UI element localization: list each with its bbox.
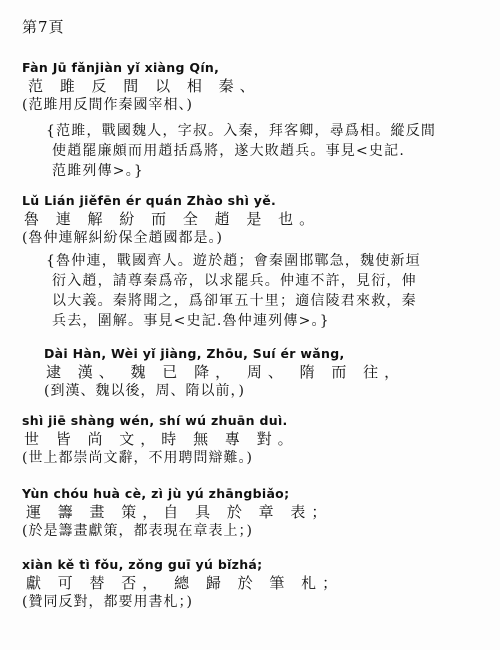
hanzi-line: 范 雎 反 間 以 相 秦、 bbox=[28, 77, 261, 95]
pinyin-line: Yùn chóu huà cè, zì jù yú zhāngbiǎo; bbox=[22, 486, 290, 501]
verse-fan-ju bbox=[22, 60, 261, 115]
hanzi-line: 魯 連 解 紛 而 全 趙 是 也。 bbox=[24, 210, 321, 228]
pinyin-line: Fàn Jū fǎnjiàn yǐ xiàng Qín, bbox=[22, 60, 220, 75]
annotation-line: 以大義。秦將聞之，爲卻軍五十里；適信陵君來救，秦 bbox=[52, 293, 417, 309]
annotation-line: 衍入趙，請尊秦爲帝，以求罷兵。仲連不許，見衍，伸 bbox=[52, 273, 417, 289]
annotation-line: 范雎列傳>。} bbox=[52, 163, 145, 179]
verse-xian-ke bbox=[22, 557, 343, 612]
gloss-line: (於是籌畫獻策，都表現在章表上；) bbox=[22, 523, 253, 539]
pinyin-line: shì jiē shàng wén, shí wú zhuān duì. bbox=[22, 413, 288, 428]
pinyin-line: xiàn kě tì fǒu, zǒng guī yú bǐzhá; bbox=[22, 557, 263, 572]
gloss-line: (世上都崇尚文辭，不用聘問辯難。) bbox=[22, 450, 253, 466]
pinyin-line: Dài Hàn, Wèi yǐ jiàng, Zhōu, Suí ér wǎng, bbox=[44, 346, 345, 361]
annotation-line: {范雎，戰國魏人，字叔。入秦，拜客卿，尋爲相。縱反間 bbox=[46, 123, 437, 139]
hanzi-line: 世 皆 尚 文，時 無 專 對。 bbox=[24, 430, 299, 448]
annotation-line: 使趙罷廉頗而用趙括爲將，遂大敗趙兵。事見<史記. bbox=[52, 143, 405, 159]
gloss-line: (贊同反對，都要用書札；) bbox=[22, 594, 193, 610]
gloss-line: (到漢、魏以後，周、隋以前，) bbox=[44, 383, 245, 399]
annotation-line: {魯仲連，戰國齊人。遊於趙；會秦圍邯鄲急，魏使新垣 bbox=[46, 253, 421, 269]
gloss-line: (范雎用反間作秦國宰相、) bbox=[22, 97, 193, 113]
verse-dai-han bbox=[44, 346, 405, 401]
page-number-header: 第7頁 bbox=[22, 18, 65, 36]
verse-lu-lian bbox=[22, 193, 320, 248]
hanzi-line: 獻 可 替 否， 總 歸 於 筆 札； bbox=[26, 574, 344, 592]
hanzi-line: 逮 漢、 魏 已 降， 周、 隋 而 往， bbox=[46, 363, 406, 381]
gloss-line: (魯仲連解糾紛保全趙國都是。) bbox=[22, 230, 223, 246]
annotation-fan-ju bbox=[46, 121, 436, 181]
pinyin-line: Lǔ Lián jiěfēn ér quán Zhào shì yě. bbox=[22, 193, 277, 208]
annotation-lu-lian bbox=[46, 251, 421, 331]
verse-shi-jie bbox=[22, 413, 299, 468]
verse-yun-chou bbox=[22, 486, 332, 541]
annotation-line: 兵去，圍解。事見<史記.魯仲連列傳>。} bbox=[52, 313, 330, 329]
hanzi-line: 運 籌 畫 策，自 具 於 章 表； bbox=[26, 503, 333, 521]
